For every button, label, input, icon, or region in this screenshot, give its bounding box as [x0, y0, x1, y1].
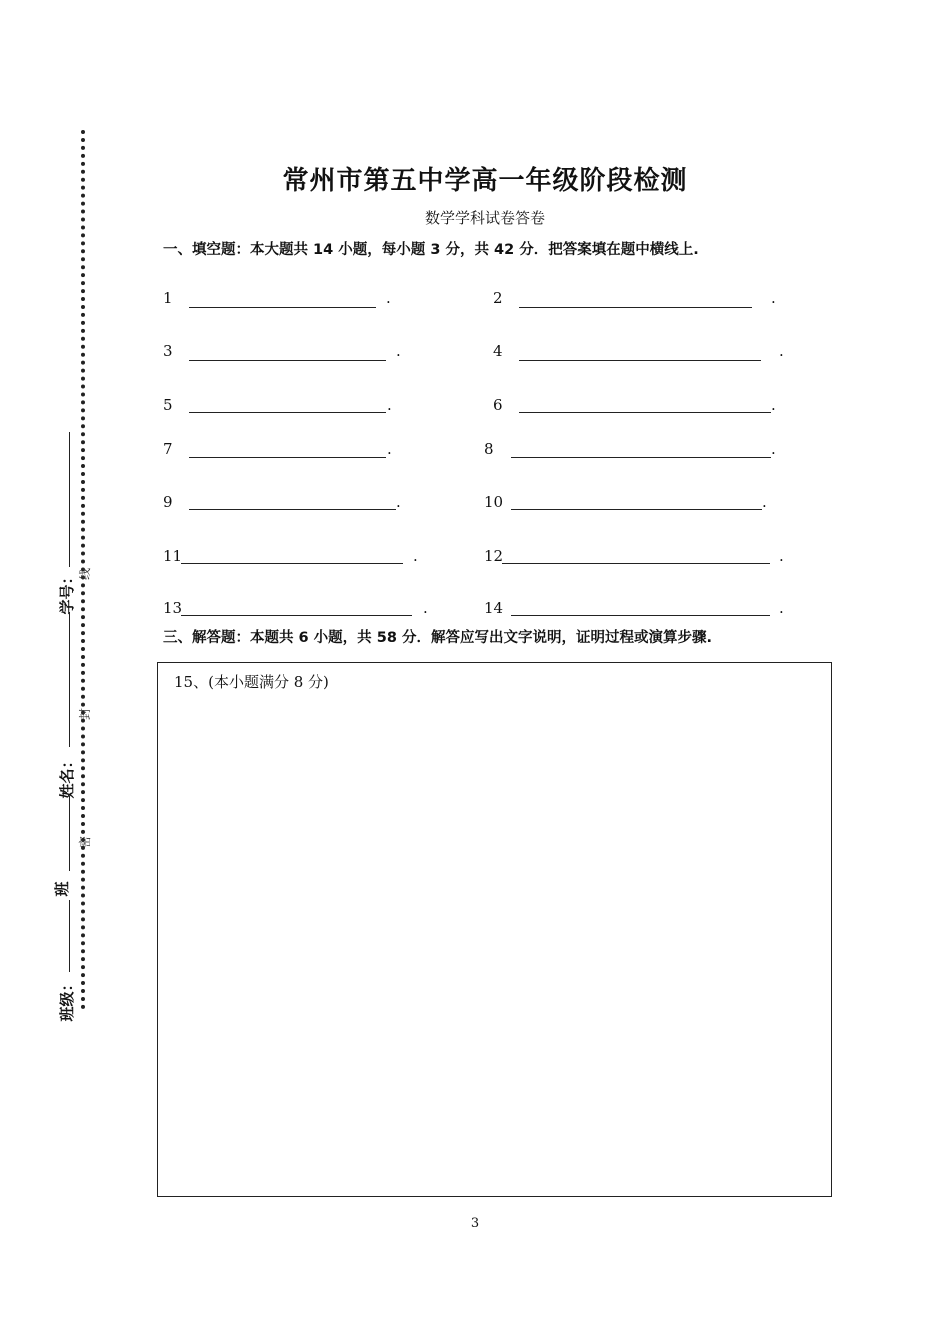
period-mark: .	[779, 599, 784, 617]
period-mark: .	[771, 396, 776, 414]
answer-line-2[interactable]	[519, 307, 752, 308]
student-id-label: 学号：	[58, 569, 76, 615]
answer-line-14[interactable]	[511, 615, 770, 616]
question-number: 6	[493, 396, 503, 414]
question-number: 4	[493, 342, 503, 360]
binding-blank-line-top	[69, 432, 70, 567]
period-mark: .	[386, 289, 391, 307]
answer-line-7[interactable]	[189, 457, 386, 458]
seal-xian: 线	[78, 568, 92, 581]
answer-line-10[interactable]	[511, 509, 762, 510]
period-mark: .	[771, 440, 776, 458]
question-number: 7	[163, 440, 173, 458]
question-number: 5	[163, 396, 173, 414]
answer-line-4[interactable]	[519, 360, 761, 361]
seal-feng: 封	[78, 708, 92, 721]
period-mark: .	[396, 493, 401, 511]
question-number: 9	[163, 493, 173, 511]
answer-line-11[interactable]	[181, 563, 403, 564]
period-mark: .	[413, 547, 418, 565]
question-number: 2	[493, 289, 503, 307]
binding-blank-line-low	[69, 796, 70, 871]
answer-box-q15[interactable]	[157, 662, 832, 1197]
period-mark: .	[396, 342, 401, 360]
question-number: 10	[484, 493, 504, 511]
section1-heading: 一、填空题：本大题共 14 小题，每小题 3 分，共 42 分．把答案填在题中横线上.	[163, 242, 699, 258]
answer-line-8[interactable]	[511, 457, 771, 458]
question-number: 11	[163, 547, 183, 565]
answer-line-1[interactable]	[189, 307, 376, 308]
page-number: 3	[470, 1216, 480, 1231]
period-mark: .	[771, 289, 776, 307]
period-mark: .	[387, 440, 392, 458]
class-ban-char: 班	[53, 881, 71, 897]
question-number: 1	[163, 289, 173, 307]
question-number: 14	[484, 599, 504, 617]
question-number: 3	[163, 342, 173, 360]
class-label: 班级：	[58, 976, 76, 1022]
student-name-label: 姓名：	[58, 753, 76, 799]
answer-line-5[interactable]	[189, 412, 386, 413]
section3-heading: 三、解答题：本题共 6 小题，共 58 分．解答应写出文字说明，证明过程或演算步骤.	[163, 630, 712, 646]
period-mark: .	[779, 547, 784, 565]
seal-mi: 密	[78, 836, 92, 849]
answer-line-6[interactable]	[519, 412, 771, 413]
period-mark: .	[423, 599, 428, 617]
exam-subtitle: 数学学科试卷答卷	[424, 209, 545, 227]
question-number: 13	[163, 599, 183, 617]
binding-blank-line-mid	[69, 612, 70, 747]
period-mark: .	[762, 493, 767, 511]
answer-line-9[interactable]	[189, 509, 396, 510]
answer-line-3[interactable]	[189, 360, 386, 361]
question-number: 8	[484, 440, 494, 458]
answer-line-13[interactable]	[181, 615, 412, 616]
answer-line-12[interactable]	[502, 563, 770, 564]
binding-blank-line-bottom	[69, 900, 70, 972]
exam-title: 常州市第五中学高一年级阶段检测	[282, 166, 688, 196]
question-number: 12	[484, 547, 504, 565]
period-mark: .	[387, 396, 392, 414]
period-mark: .	[779, 342, 784, 360]
question-15-label: 15、(本小题满分 8 分)	[174, 673, 329, 691]
